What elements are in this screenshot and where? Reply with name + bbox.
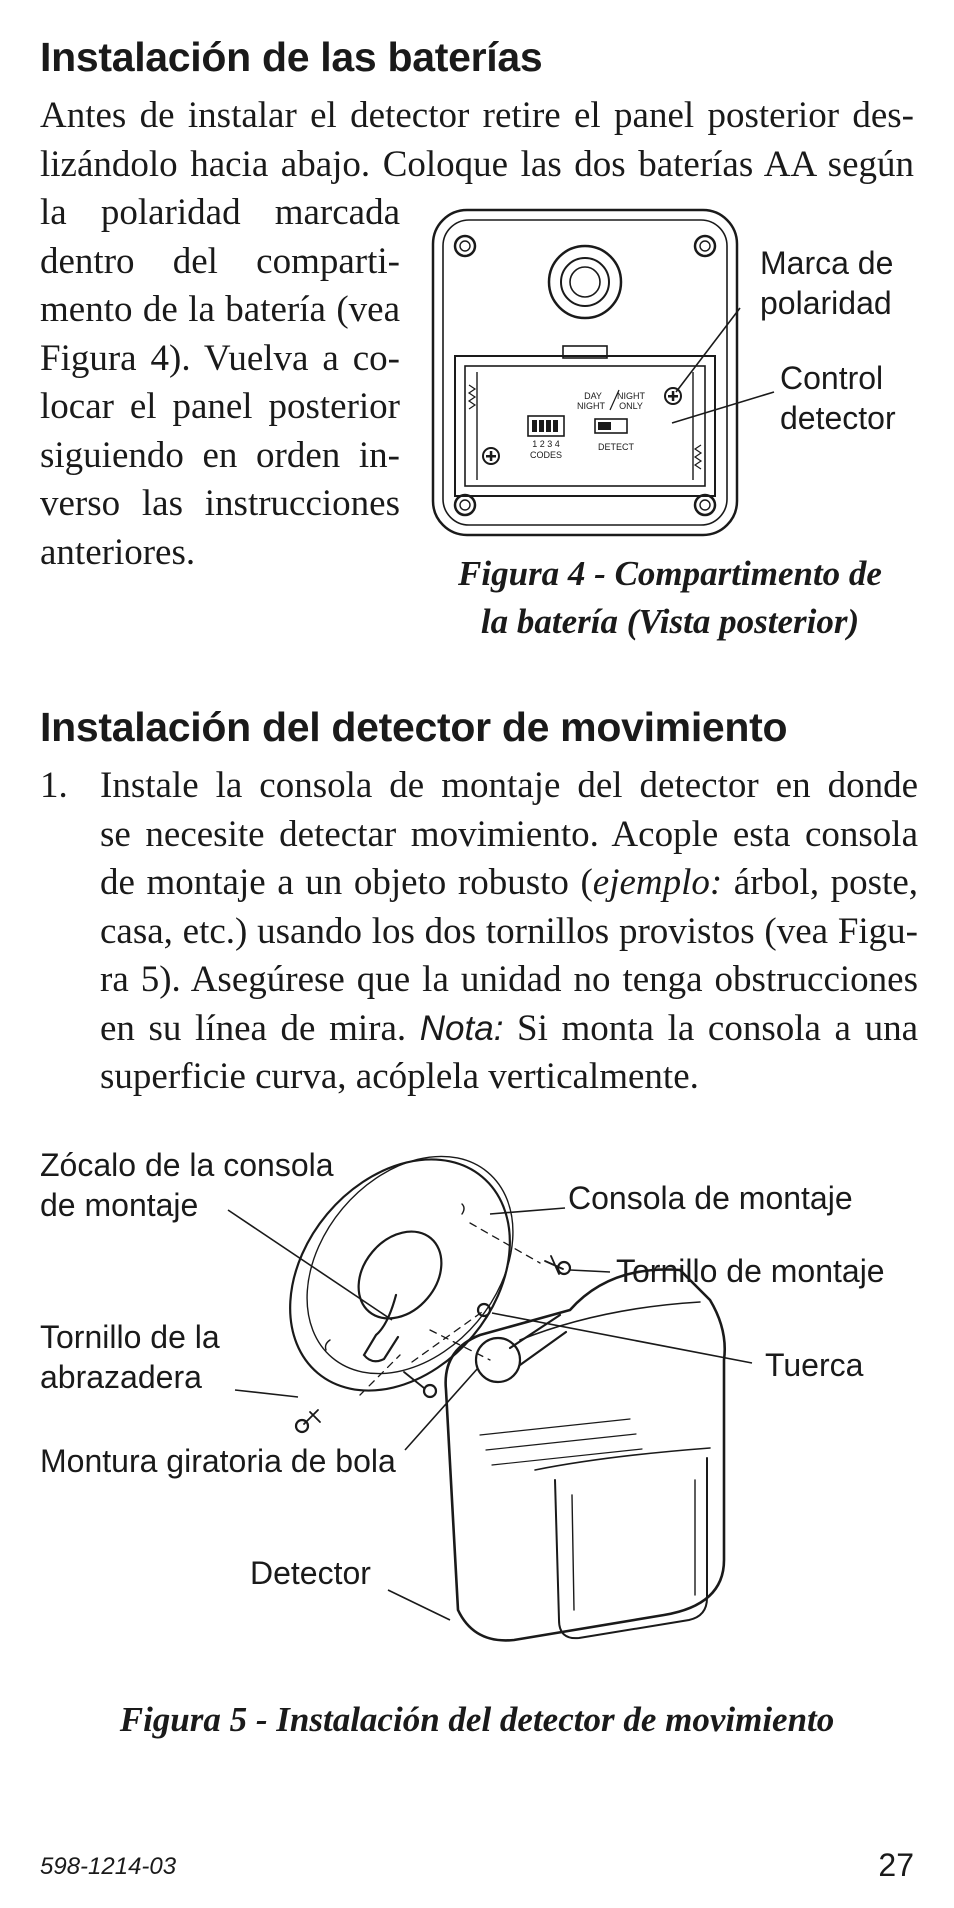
text-line: de montaje a un objeto robusto (ejemplo: árbol, poste,	[100, 862, 918, 903]
section-heading-motion-detector: Instalación del detector de movimiento	[40, 704, 788, 750]
text-line: dentro del comparti-	[40, 240, 400, 282]
text-line: en su línea de mira. Nota: Si monta la consola a una	[100, 1007, 918, 1049]
text-line: verso las instrucciones	[40, 483, 400, 524]
detect-label: DETECT	[598, 442, 634, 452]
text-line: Figura 4). Vuelva a co-	[40, 337, 400, 379]
text-line: mento de la batería (vea	[40, 289, 400, 330]
batteries-column-paragraph	[40, 189, 400, 577]
section-heading-batteries: Instalación de las baterías	[40, 34, 543, 80]
batteries-intro-paragraph	[40, 92, 914, 189]
label-detector: Detector	[250, 1555, 371, 1591]
text-line: Instale la consola de montaje del detector en donde	[100, 765, 918, 806]
list-item-number: 1.	[40, 765, 68, 806]
text-line: superficie curva, acóplela verticalmente.	[100, 1056, 699, 1097]
figure5-caption: Figura 5 - Instalación del detector de movimiento	[119, 1700, 835, 1739]
document-number: 598-1214-03	[40, 1853, 177, 1880]
text-line: la polaridad marcada	[40, 192, 400, 233]
switch-label-night-only-2: ONLY	[619, 401, 643, 411]
list-item-1	[100, 762, 918, 1102]
switch-label-day: DAY	[584, 391, 602, 401]
text-line: se necesite detectar movimiento. Acople esta consola	[100, 813, 918, 855]
label-detector-control: Control detector	[780, 360, 896, 436]
label-mounting-bracket: Consola de montaje	[568, 1180, 853, 1216]
switch-label-night: NIGHT	[577, 401, 605, 411]
label-polarity-mark: Marca de polaridad	[760, 245, 894, 321]
figure4-caption: Figura 4 - Compartimento de la batería (Vista posterior)	[458, 554, 882, 641]
text-line: ra 5). Asegúrese que la unidad no tenga obstrucciones	[100, 959, 918, 1000]
detector-installation-illustration	[0, 1150, 954, 1710]
label-ball-swivel-mount: Montura giratoria de bola	[40, 1443, 396, 1479]
label-nut: Tuerca	[765, 1347, 864, 1383]
dip-numbers: 1 2 3 4	[532, 439, 560, 449]
page-number: 27	[878, 1847, 914, 1883]
label-mounting-screw: Tornillo de montaje	[616, 1253, 885, 1289]
text-line: lizándolo hacia abajo. Coloque las dos baterías AA según	[40, 143, 914, 185]
switch-label-night-only-1: NIGHT	[617, 391, 645, 401]
codes-label: CODES	[529, 450, 563, 460]
text-line: Antes de instalar el detector retire el panel posterior des-	[40, 95, 914, 136]
label-clamp-screw: Tornillo de la abrazadera	[40, 1319, 220, 1395]
text-line: locar el panel posterior	[40, 386, 400, 427]
text-line: casa, etc.) usando los dos tornillos provistos (vea Figu-	[100, 910, 918, 952]
text-line: siguiendo en orden in-	[40, 434, 400, 476]
label-mounting-base: Zócalo de la consola de montaje	[40, 1147, 334, 1223]
text-line: anteriores.	[40, 531, 196, 573]
